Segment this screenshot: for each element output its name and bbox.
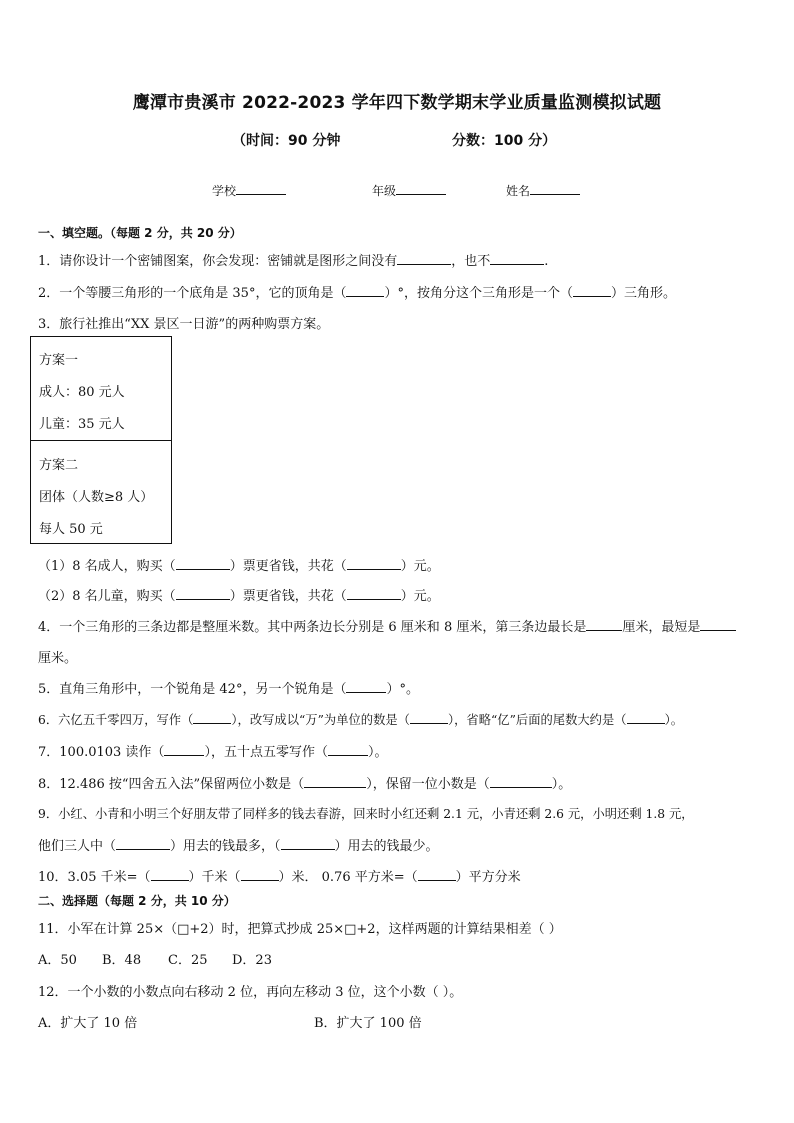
q3-2-blank-1[interactable]	[176, 587, 230, 600]
question-3-2: （2）8 名儿童，购买（ ）票更省钱，共花（ ）元。	[38, 589, 440, 604]
q7-blank-1[interactable]	[164, 743, 204, 756]
question-10: 10．3.05 千米=（ ）千米（ ）米． 0.76 平方米=（ ）平方分米	[38, 870, 521, 885]
q12-option-b[interactable]: B．扩大了 100 倍	[314, 1016, 422, 1031]
question-5: 5．直角三角形中，一个锐角是 42°，另一个锐角是（ ）°。	[38, 682, 419, 697]
question-3-1: （1）8 名成人，购买（ ）票更省钱，共花（ ）元。	[38, 559, 440, 574]
school-blank[interactable]	[236, 182, 286, 195]
grade-field: 年级	[372, 182, 446, 199]
q3-1-blank-1[interactable]	[176, 557, 230, 570]
q5-blank[interactable]	[346, 680, 386, 693]
question-11-options	[38, 949, 272, 968]
q8-blank-1[interactable]	[304, 775, 366, 788]
q1-blank-1[interactable]	[397, 252, 451, 265]
q9-blank-1[interactable]	[116, 837, 170, 850]
q11-option-b[interactable]: B．48	[102, 953, 142, 968]
question-2: 2．一个等腰三角形的一个底角是 35°，它的顶角是（ ）°，按角分这个三角形是一个（ ）三角形。	[38, 286, 676, 301]
grade-blank[interactable]	[396, 182, 446, 195]
q10-blank-2[interactable]	[241, 868, 279, 881]
q11-option-c[interactable]: C．25	[168, 953, 208, 968]
plan2-price: 每人 50 元	[39, 522, 103, 537]
ticket-plan-table	[30, 336, 172, 544]
question-11: 11．小军在计算 25×（□+2）时，把算式抄成 25×□+2，这样两题的计算结果相差（ ）	[38, 922, 562, 937]
q7-blank-2[interactable]	[328, 743, 368, 756]
school-field: 学校	[212, 182, 286, 199]
plan2-title: 方案二	[39, 458, 79, 473]
plan1-adult: 成人：80 元人	[39, 385, 125, 400]
question-6: 6．六亿五千零四万，写作（ ），改写成以“万”为单位的数是（ ），省略“亿”后面的尾数大约是（ ）。	[38, 713, 684, 727]
plan1-title: 方案一	[39, 353, 79, 368]
q1-blank-2[interactable]	[490, 252, 544, 265]
question-1: 1．请你设计一个密铺图案，你会发现：密铺就是图形之间没有 ，也不 .	[38, 254, 549, 269]
page-title: 鹰潭市贵溪市 2022-2023 学年四下数学期末学业质量监测模拟试题	[132, 93, 662, 113]
question-3-stem: 3．旅行社推出“XX 景区一日游”的两种购票方案。	[38, 317, 330, 332]
question-9-cont: 他们三人中（ ）用去的钱最多，（ ）用去的钱最少。	[38, 839, 439, 854]
q10-blank-3[interactable]	[418, 868, 456, 881]
q2-blank-1[interactable]	[346, 284, 384, 297]
q6-blank-1[interactable]	[193, 711, 231, 724]
q4-blank-1[interactable]	[586, 618, 622, 631]
q9-blank-2[interactable]	[281, 837, 335, 850]
question-4: 4．一个三角形的三条边都是整厘米数。其中两条边长分别是 6 厘米和 8 厘米，第三条边最长是 厘米，最短是	[38, 616, 736, 635]
q2-blank-2[interactable]	[573, 284, 611, 297]
question-7: 7．100.0103 读作（ ），五十点五零写作（ ）。	[38, 745, 388, 760]
question-8: 8．12.486 按“四舍五入法”保留两位小数是（ ），保留一位小数是（ ）。	[38, 777, 572, 792]
plan1-child: 儿童：35 元人	[39, 417, 125, 432]
q6-blank-3[interactable]	[627, 711, 665, 724]
q4-blank-2[interactable]	[700, 618, 736, 631]
q3-2-blank-2[interactable]	[347, 587, 401, 600]
exam-time: （时间：90 分钟	[232, 133, 341, 149]
q11-option-d[interactable]: D．23	[232, 953, 272, 968]
q11-option-a[interactable]: A．50	[38, 953, 77, 968]
section-fill-in: 一、填空题。（每题 2 分，共 20 分）	[38, 226, 242, 240]
plan2-group: 团体（人数≥8 人）	[39, 490, 154, 505]
question-12: 12．一个小数的小数点向右移动 2 位，再向左移动 3 位，这个小数（ ）。	[38, 985, 463, 1000]
question-9: 9．小红、小青和小明三个好朋友带了同样多的钱去春游，回来时小红还剩 2.1 元，小青还剩 2.6 元，小明还剩 1.8 元，	[38, 807, 694, 821]
q3-1-blank-2[interactable]	[347, 557, 401, 570]
q6-blank-2[interactable]	[410, 711, 448, 724]
question-12-options	[38, 1012, 422, 1031]
exam-score: 分数：100 分）	[452, 133, 557, 149]
q10-blank-1[interactable]	[151, 868, 189, 881]
q8-blank-2[interactable]	[490, 775, 552, 788]
table-divider	[31, 440, 171, 441]
section-choice: 二、选择题（每题 2 分，共 10 分）	[38, 894, 236, 908]
q12-option-a[interactable]: A．扩大了 10 倍	[38, 1016, 138, 1031]
name-blank[interactable]	[530, 182, 580, 195]
name-field: 姓名	[506, 182, 580, 199]
question-4-cont: 厘米。	[38, 651, 78, 666]
